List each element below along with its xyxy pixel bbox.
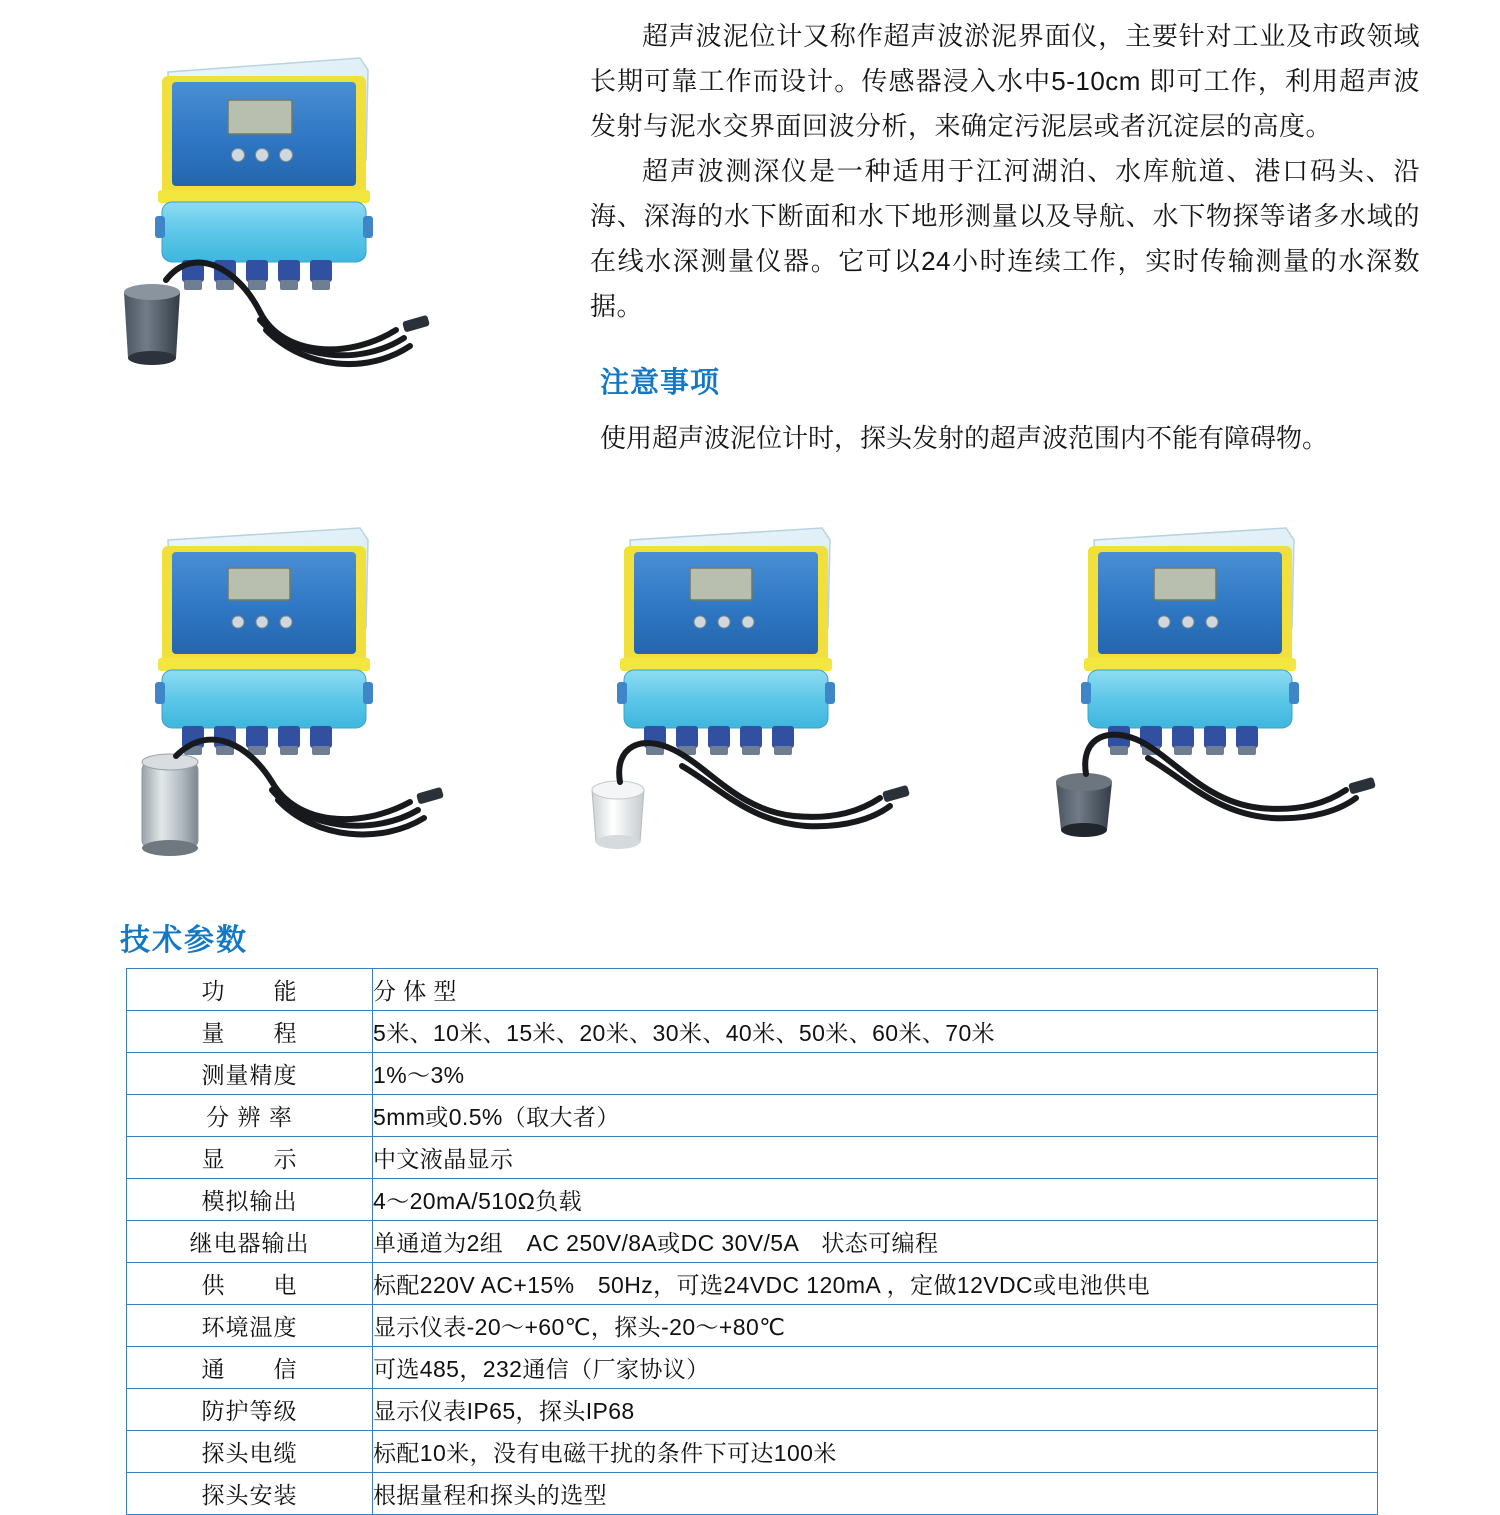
product-gallery [0,510,1500,890]
spec-key: 功 能 [127,969,373,1011]
table-row [127,1137,1378,1179]
spec-table [126,968,1378,1515]
spec-key: 显 示 [127,1137,373,1179]
table-row [127,1389,1378,1431]
intro-section [0,0,1500,480]
intro-paragraph-1: 超声波泥位计又称作超声波淤泥界面仪，主要针对工业及市政领域长期可靠工作而设计。传感器浸入水中5-10cm 即可工作，利用超声波发射与泥水交界面回波分析，来确定污泥层或者沉淀层的高度。 [590,21,1420,141]
spec-key: 继电器输出 [127,1221,373,1263]
table-row [127,969,1378,1011]
intro-text-block [590,14,1420,329]
spec-value: 标配10米，没有电磁干扰的条件下可达100米 [373,1431,1378,1473]
spec-key: 供 电 [127,1263,373,1305]
intro-paragraph-2: 超声波测深仪是一种适用于江河湖泊、水库航道、港口码头、沿海、深海的水下断面和水下地形测量以及导航、水下物探等诸多水域的在线水深测量仪器。它可以24小时连续工作，实时传输测量的水深数据。 [590,156,1420,321]
spec-key: 防护等级 [127,1389,373,1431]
spec-value: 分 体 型 [373,969,1378,1011]
spec-value: 根据量程和探头的选型 [373,1473,1378,1515]
spec-key: 模拟输出 [127,1179,373,1221]
table-row [127,1305,1378,1347]
spec-value: 1%～3% [373,1053,1378,1095]
spec-key: 测量精度 [127,1053,373,1095]
spec-key: 分 辨 率 [127,1095,373,1137]
table-row [127,1431,1378,1473]
notice-heading: 注意事项 [600,367,721,399]
spec-value: 5mm或0.5%（取大者） [373,1095,1378,1137]
spec-value: 标配220V AC+15% 50Hz，可选24VDC 120mA ，定做12VDC或电池供电 [373,1263,1378,1305]
table-row [127,1053,1378,1095]
table-row [127,1221,1378,1263]
spec-key: 环境温度 [127,1305,373,1347]
hero-product-image [110,30,530,430]
notice-body: 使用超声波泥位计时，探头发射的超声波范围内不能有障碍物。 [600,423,1329,453]
spec-key: 通 信 [127,1347,373,1389]
spec-key: 量 程 [127,1011,373,1053]
spec-value: 显示仪表IP65，探头IP68 [373,1389,1378,1431]
table-row [127,1011,1378,1053]
product-image-stainless [120,510,570,890]
spec-value: 单通道为2组 AC 250V/8A或DC 30V/5A 状态可编程 [373,1221,1378,1263]
product-image-black-probe [1010,510,1460,890]
table-row [127,1347,1378,1389]
spec-value: 可选485，232通信（厂家协议） [373,1347,1378,1389]
product-image-white-probe [570,510,1020,890]
table-row [127,1179,1378,1221]
spec-heading: 技术参数 [120,924,248,957]
spec-value: 显示仪表-20～+60℃，探头-20～+80℃ [373,1305,1378,1347]
spec-key: 探头安装 [127,1473,373,1515]
spec-value: 5米、10米、15米、20米、30米、40米、50米、60米、70米 [373,1011,1378,1053]
spec-key: 探头电缆 [127,1431,373,1473]
table-row [127,1473,1378,1515]
spec-value: 4～20mA/510Ω负载 [373,1179,1378,1221]
spec-value: 中文液晶显示 [373,1137,1378,1179]
table-row [127,1095,1378,1137]
table-row [127,1263,1378,1305]
